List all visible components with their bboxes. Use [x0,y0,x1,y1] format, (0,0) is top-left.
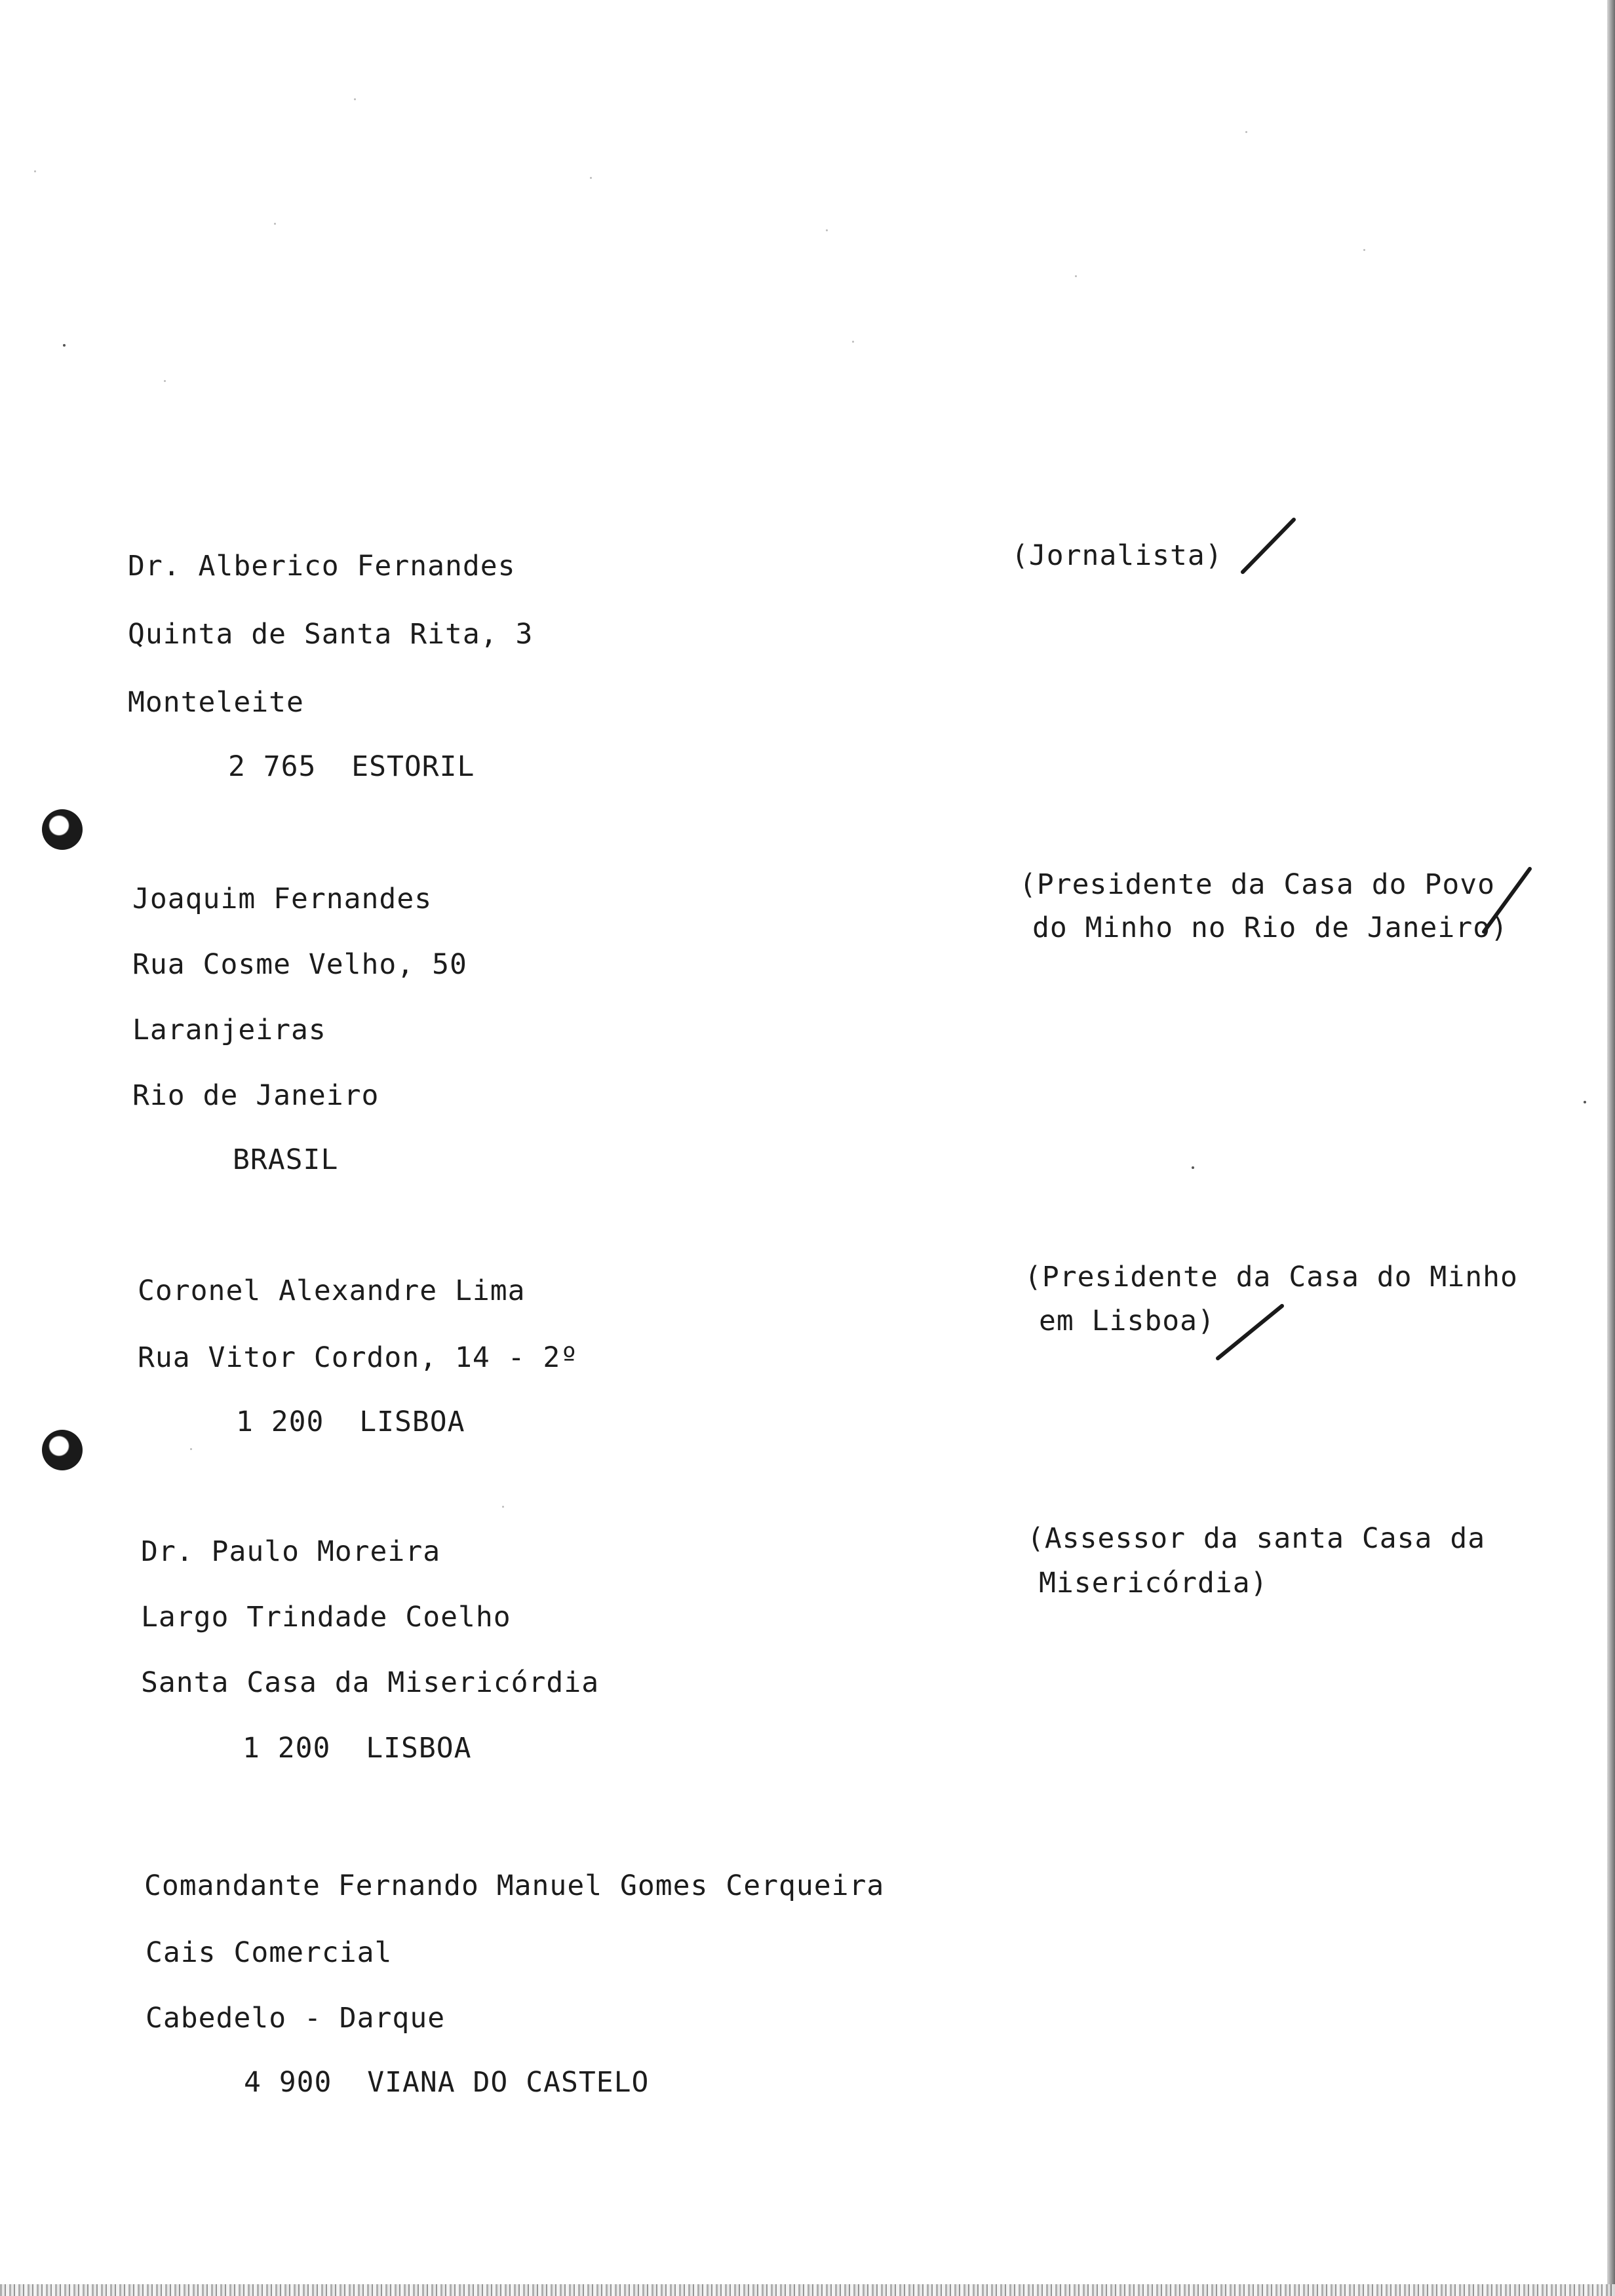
entry-postal: 1 200 LISBOA [243,1732,472,1765]
entry-address-line: Santa Casa da Misericórdia [141,1666,600,1699]
scan-speck [1192,1166,1194,1169]
entry-address-line: Monteleite [128,686,304,719]
entry-address-line: Rua Vitor Cordon, 14 - 2º [138,1341,579,1374]
entry-address-line: Rua Cosme Velho, 50 [132,948,467,981]
entry-postal: 1 200 LISBOA [236,1406,465,1438]
punch-hole-icon [42,809,83,850]
entry-name: Dr. Alberico Fernandes [128,550,516,583]
scan-speck [1075,275,1077,277]
entry-name: Comandante Fernando Manuel Gomes Cerqueira [144,1869,885,1902]
entry-address-line: Largo Trindade Coelho [141,1601,511,1634]
entry-role-note: Misericórdia) [1039,1567,1268,1599]
entry-postal: 4 900 VIANA DO CASTELO [244,2066,650,2099]
punch-hole-icon [42,1430,83,1470]
entry-address-line: Quinta de Santa Rita, 3 [128,618,534,651]
entry-address-line: Rio de Janeiro [132,1079,379,1112]
entry-role-note: (Presidente da Casa do Minho [1024,1261,1518,1293]
check-mark-icon [1481,865,1534,937]
entry-name: Joaquim Fernandes [132,883,433,915]
entry-address-line: Cabedelo - Darque [146,2002,446,2035]
scan-speck [164,380,166,382]
scan-speck [190,1448,192,1450]
scan-speck [1363,249,1365,251]
entry-name: Coronel Alexandre Lima [138,1274,526,1307]
entry-postal: BRASIL [233,1143,339,1176]
entry-role-note: (Jornalista) [1011,539,1223,572]
entry-role-note: do Minho no Rio de Janeiro) [1032,911,1508,944]
entry-name: Dr. Paulo Moreira [141,1535,441,1568]
page-shadow-edge [1607,0,1615,2296]
entry-role-note: (Presidente da Casa do Povo [1019,868,1495,901]
scan-speck [274,223,276,225]
scan-speck [1245,131,1247,133]
check-mark-icon [1214,1301,1286,1363]
entry-postal: 2 765 ESTORIL [228,750,475,783]
scan-speck [502,1506,504,1508]
scan-speck [34,170,36,172]
scan-speck [590,177,592,179]
scan-speck [852,341,854,343]
scan-speck [63,344,66,347]
scan-speck [826,229,828,231]
page-bottom-edge [0,2284,1615,2296]
entry-role-note: (Assessor da santa Casa da [1027,1522,1486,1555]
entry-address-line: Cais Comercial [146,1936,393,1969]
scan-speck [354,98,356,100]
entry-role-note: em Lisboa) [1039,1305,1215,1337]
entry-address-line: Laranjeiras [132,1014,326,1046]
scan-speck [1584,1101,1586,1103]
check-mark-icon [1239,514,1298,577]
